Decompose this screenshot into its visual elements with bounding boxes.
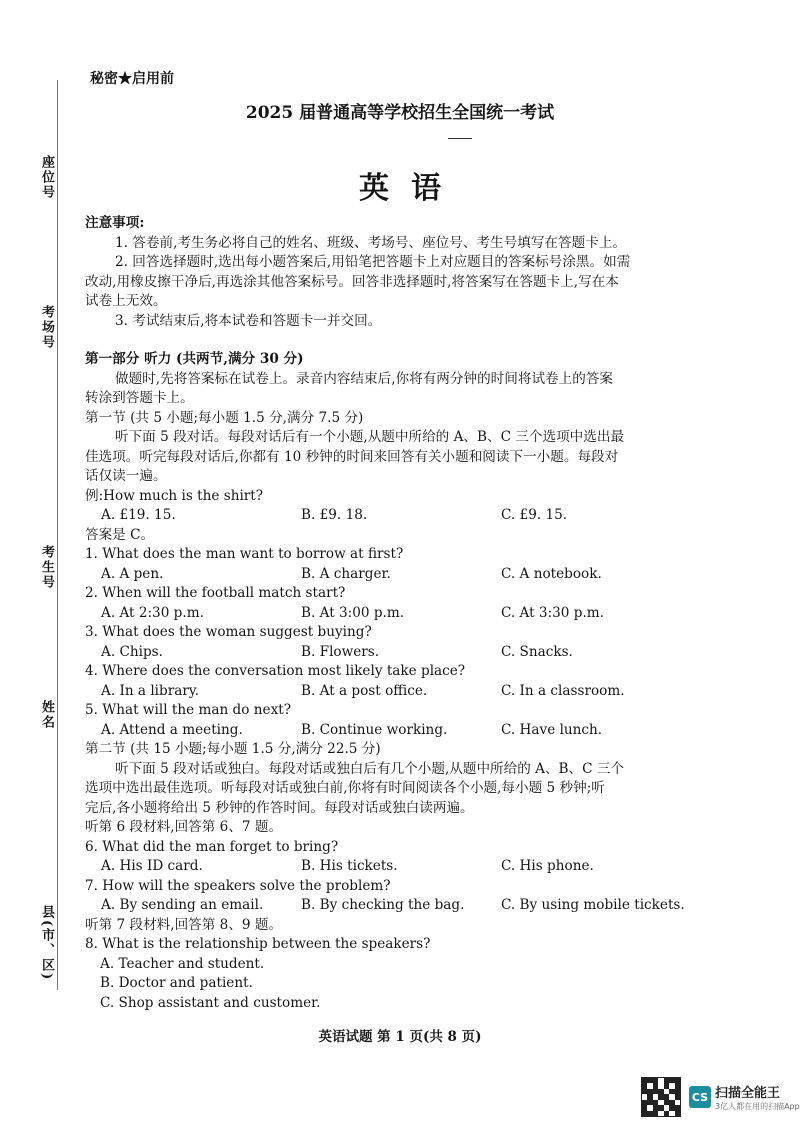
material-instruction: 听第 6 段材料,回答第 6、7 题。	[85, 819, 283, 835]
option-b: B. A charger.	[301, 565, 391, 582]
binding-line	[57, 80, 58, 990]
title-dash	[448, 138, 472, 139]
scanner-watermark	[641, 1077, 800, 1117]
notice-item-2-cont: 改动,用橡皮擦干净后,再选涂其他答案标号。回答非选择题时,将答案写在答题卡上,写在本	[85, 273, 619, 290]
exam-content	[85, 214, 715, 1013]
example-options	[85, 506, 715, 526]
question-options	[85, 643, 715, 663]
section1-intro: 听下面 5 段对话。每段对话后有一个小题,从题中所给的 A、B、C 三个选项中选出最	[115, 429, 625, 445]
option-b: B. His tickets.	[301, 858, 398, 874]
question-stem: 2. When will the football match start?	[85, 585, 346, 601]
side-label-seat: 座位号	[39, 155, 54, 200]
section1-title: 第一节 (共 5 小题;每小题 1.5 分,满分 7.5 分)	[85, 409, 364, 426]
option-c: C. In a classroom.	[501, 682, 625, 699]
option-a: A. £19. 15.	[101, 507, 176, 523]
example-question: 例:How much is the shirt?	[85, 487, 264, 504]
option-a: A. In a library.	[101, 682, 200, 699]
section2-intro-cont: 完后,各小题将给出 5 秒钟的作答时间。每段对话或独白读两遍。	[85, 799, 474, 816]
side-label-county: 县(市、区)	[39, 905, 54, 982]
side-label-name: 姓名	[39, 700, 54, 730]
notice-item-2: 2. 回答选择题时,选出每小题答案后,用铅笔把答题卡上对应题目的答案标号涂黑。如需	[115, 254, 631, 270]
option-a: A. A pen.	[101, 565, 164, 582]
question-stem: 1. What does the man want to borrow at first?	[85, 546, 404, 562]
notice-item-2-cont: 试卷上无效。	[85, 293, 167, 309]
notice-item-3: 3. 考试结束后,将本试卷和答题卡一并交回。	[115, 312, 382, 329]
section1-intro-cont: 话仅读一遍。	[85, 468, 167, 484]
option-a: A. His ID card.	[101, 858, 203, 874]
side-label-student-id: 考生号	[39, 545, 54, 590]
option-a: A. Chips.	[101, 643, 163, 660]
section2-intro-cont: 选项中选出最佳选项。听每段对话或独白前,你将有时间阅读各个小题,每小题 5 秒钟;听	[85, 780, 605, 796]
section1-intro-cont: 佳选项。听完每段对话后,你都有 10 秒钟的时间来回答有关小题和阅读下一小题。每段对	[85, 448, 619, 465]
subject-title: 英语	[359, 171, 463, 206]
option-b: B. By checking the bag.	[301, 897, 465, 913]
secret-mark: 秘密★启用前	[90, 71, 174, 87]
question-stem: 3. What does the woman suggest buying?	[85, 624, 372, 640]
side-label-room: 考场号	[39, 305, 54, 350]
part1-intro: 做题时,先将答案标在试卷上。录音内容结束后,你将有两分钟的时间将试卷上的答案	[115, 370, 614, 387]
question-stem: 8. What is the relationship between the speakers?	[85, 936, 431, 952]
option-c: C. Snacks.	[501, 643, 573, 660]
option-b: B. At a post office.	[301, 682, 428, 699]
scanner-app-name: 扫描全能王	[715, 1086, 781, 1101]
question-options	[85, 565, 715, 585]
section2-title: 第二节 (共 15 小题;每小题 1.5 分,满分 22.5 分)	[85, 741, 381, 757]
option-c: C. A notebook.	[501, 565, 602, 582]
option-a: A. At 2:30 p.m.	[101, 604, 204, 621]
option-b: B. Doctor and patient.	[100, 975, 253, 991]
notice-item-1: 1. 答卷前,考生务必将自己的姓名、班级、考场号、座位号、考生号填写在答题卡上。	[115, 234, 626, 251]
question-options	[85, 896, 715, 916]
exam-title: 2025 届普通高等学校招生全国统一考试	[245, 103, 555, 123]
option-b: B. Flowers.	[301, 643, 380, 660]
option-a: A. Attend a meeting.	[101, 721, 243, 738]
qr-code-icon	[641, 1077, 681, 1117]
question-options	[85, 682, 715, 702]
option-c: C. Have lunch.	[501, 721, 603, 738]
option-b: B. £9. 18.	[301, 507, 368, 523]
question-stem: 7. How will the speakers solve the problem?	[85, 877, 391, 894]
example-answer: 答案是 C。	[85, 526, 155, 543]
page-footer: 英语试题 第 1 页(共 8 页)	[318, 1029, 482, 1045]
question-options	[85, 857, 715, 877]
scanner-tagline: 3亿人都在用的扫描App	[715, 1102, 800, 1111]
option-c: C. Shop assistant and customer.	[100, 994, 321, 1011]
question-stem: 5. What will the man do next?	[85, 702, 291, 718]
option-c: C. His phone.	[501, 858, 594, 874]
option-a: A. Teacher and student.	[100, 955, 265, 972]
option-a: A. By sending an email.	[101, 897, 264, 913]
option-b: B. At 3:00 p.m.	[301, 604, 405, 621]
notice-title: 注意事项:	[85, 215, 145, 231]
material-instruction: 听第 7 段材料,回答第 8、9 题。	[85, 916, 283, 933]
section2-intro: 听下面 5 段对话或独白。每段对话或独白后有几个小题,从题中所给的 A、B、C 三个	[115, 760, 625, 777]
option-c: C. £9. 15.	[501, 507, 568, 523]
option-c: C. At 3:30 p.m.	[501, 604, 605, 621]
question-options	[85, 604, 715, 624]
option-b: B. Continue working.	[301, 721, 448, 738]
question-stem: 4. Where does the conversation most likely take place?	[85, 663, 466, 679]
option-c: C. By using mobile tickets.	[501, 897, 685, 913]
part1-title: 第一部分 听力 (共两节,满分 30 分)	[85, 351, 304, 367]
question-stem: 6. What did the man forget to bring?	[85, 838, 339, 855]
camscanner-logo-icon: CS	[689, 1086, 711, 1108]
question-options	[85, 721, 715, 741]
part1-intro-cont: 转涂到答题卡上。	[85, 390, 194, 406]
